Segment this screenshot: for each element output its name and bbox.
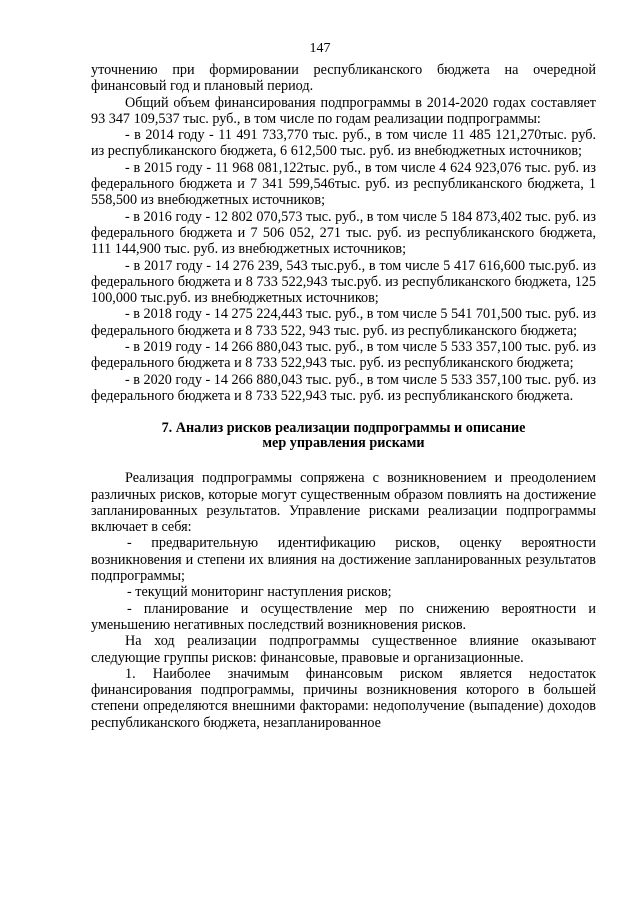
list-item: - в 2017 году - 14 276 239, 543 тыс.руб., в том числе 5 417 616,600 тыс.руб. из федерального бюджета и 8 733 522,943 тыс.руб. из республиканского бюджета, 125 100,000 тыс.руб. из внебюджетных источников; xyxy=(91,257,596,307)
list-item: - в 2019 году - 14 266 880,043 тыс. руб., в том числе 5 533 357,100 тыс. руб. из федерального бюджета и 8 733 522,943 тыс. руб. из республиканского бюджета; xyxy=(91,339,596,372)
list-item: - текущий мониторинг наступления рисков; xyxy=(127,584,392,601)
paragraph: Общий объем финансирования подпрограммы в 2014-2020 годах составляет 93 347 109,537 тыс. руб., в том числе по годам реализации подпрограммы: xyxy=(91,94,596,127)
list-item: - в 2016 году - 12 802 070,573 тыс. руб., в том числе 5 184 873,402 тыс. руб. из федерального бюджета и 7 506 052, 271 тыс. руб. из республиканского бюджета, 111 144,900 тыс. руб. из внебюджетных источников; xyxy=(91,208,596,258)
document-body xyxy=(91,62,596,731)
paragraph: На ход реализации подпрограммы существенное влияние оказывают следующие группы рисков: финансовые, правовые и организационные. xyxy=(91,633,596,666)
section-heading-line: мер управления рисками xyxy=(262,435,425,452)
page-number: 147 xyxy=(309,41,331,56)
paragraph: Реализация подпрограммы сопряжена с возникновением и преодолением различных рисков, которые могут существенным образом повлиять на достижение запланированных результатов. Управление рисками реализации подпрограммы включает в себя: xyxy=(91,470,596,536)
list-item: - предварительную идентификацию рисков, оценку вероятности возникновения и степени их влияния на достижение запланированных результатов подпрограммы; xyxy=(91,535,596,585)
section-heading-line: 7. Анализ рисков реализации подпрограммы и описание xyxy=(161,420,526,437)
paragraph: уточнению при формировании республиканского бюджета на очередной финансовый год и плановый период. xyxy=(91,62,596,95)
list-item: - в 2015 году - 11 968 081,122тыс. руб., в том числе 4 624 923,076 тыс. руб. из федерального бюджета и 7 341 599,546тыс. руб. из республиканского бюджета, 1 558,500 из внебюджетных источников; xyxy=(91,159,596,209)
paragraph: 1. Наиболее значимым финансовым риском является недостаток финансирования подпрограммы, причины возникновения которого в большей степени определяются внешними факторами: недополучение (выпадение) доходов республиканского бюджета, незапланированное xyxy=(91,665,596,731)
list-item: - в 2018 году - 14 275 224,443 тыс. руб., в том числе 5 541 701,500 тыс. руб. из федерального бюджета и 8 733 522, 943 тыс. руб. из республиканского бюджета; xyxy=(91,306,596,339)
list-item: - в 2014 году - 11 491 733,770 тыс. руб., в том числе 11 485 121,270тыс. руб. из республиканского бюджета, 6 612,500 тыс. руб. из внебюджетных источников; xyxy=(91,127,596,160)
list-item: - в 2020 году - 14 266 880,043 тыс. руб., в том числе 5 533 357,100 тыс. руб. из федерального бюджета и 8 733 522,943 тыс. руб. из республиканского бюджета. xyxy=(91,371,596,404)
section-heading xyxy=(91,421,596,451)
list-item: - планирование и осуществление мер по снижению вероятности и уменьшению негативных последствий возникновения рисков. xyxy=(91,600,596,633)
